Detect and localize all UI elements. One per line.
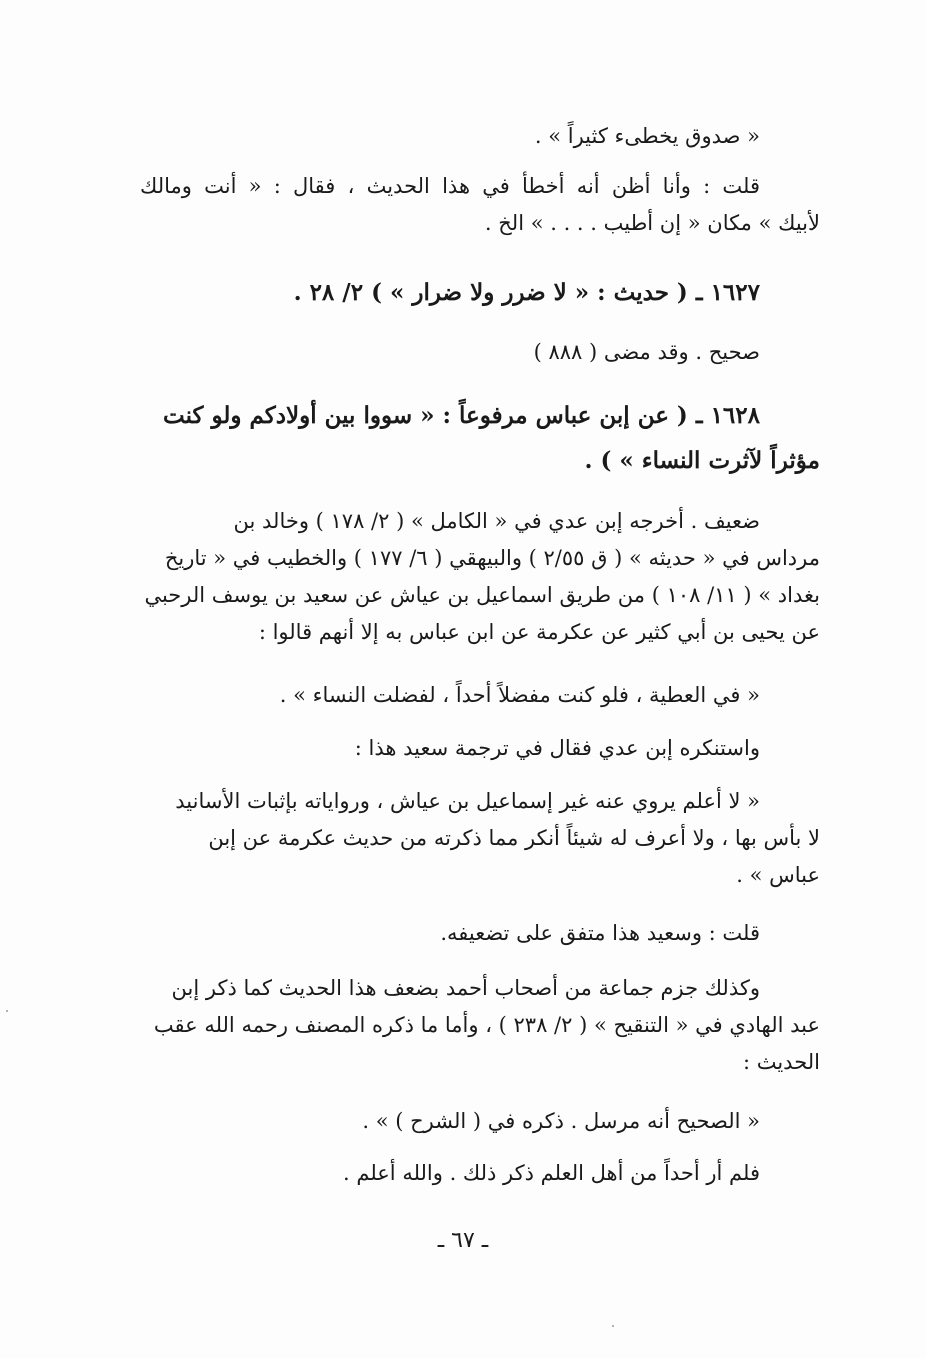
text-line: وكذلك جزم جماعة من أصحاب أحمد بضعف هذا الحديث كما ذكر إبن — [171, 976, 760, 1000]
text-line: بغداد » ( ١١/ ١٠٨ ) من طريق اسماعيل بن عياش عن سعيد بن يوسف الرحبي — [144, 583, 820, 607]
paragraph-quote-atiyya — [140, 677, 820, 714]
hadith-1628-takhrij — [140, 503, 820, 651]
text-line: « صدوق يخطىء كثيراً » . — [534, 124, 760, 148]
text-line: « الصحيح أنه مرسل . ذكره في ( الشرح ) » . — [362, 1109, 760, 1133]
text-line: الحديث : — [742, 1050, 820, 1074]
page-number: ـ ٦٧ ـ — [437, 1228, 489, 1253]
text-line: واستنكره إبن عدي فقال في ترجمة سعيد هذا : — [354, 736, 760, 760]
paragraph-quote-musannif — [140, 1103, 820, 1140]
scan-speck — [6, 1010, 8, 1012]
text-line: ١٦٢٧ ـ ( حديث : « لا ضرر ولا ضرار » ) ٢/ ٢٨ . — [293, 279, 760, 306]
text-line: قلت : وأنا أظن أنه أخطأ في هذا الحديث ، فقال : « أنت ومالك — [140, 174, 760, 198]
hadith-1627-grade — [140, 334, 820, 371]
text-line: ضعيف . أخرجه إبن عدي في « الكامل » ( ٢/ ١٧٨ ) وخالد بن — [233, 509, 760, 533]
paragraph-quote-ibn-adi — [140, 783, 820, 894]
text-line: فلم أر أحداً من أهل العلم ذكر ذلك . والله أعلم . — [343, 1161, 760, 1185]
hadith-1627-heading — [140, 274, 820, 311]
hadith-1628-heading — [140, 397, 820, 479]
text-line: ١٦٢٨ ـ ( عن إبن عباس مرفوعاً : « سووا بين أولادكم ولو كنت — [163, 402, 760, 429]
text-line: « في العطية ، فلو كنت مفضلاً أحداً ، لفضلت النساء » . — [279, 683, 760, 707]
paragraph-quote-saduq — [140, 118, 820, 155]
text-line: مؤثراً لآثرت النساء » ) . — [584, 447, 820, 474]
text-line: « لا أعلم يروي عنه غير إسماعيل بن عياش ، ورواياته بإثبات الأسانيد — [175, 789, 760, 813]
scan-speck — [612, 1325, 614, 1327]
text-line: صحيح . وقد مضى ( ٨٨٨ ) — [533, 340, 760, 364]
paragraph-comment-1 — [140, 168, 820, 242]
text-line: قلت : وسعيد هذا متفق على تضعيفه. — [440, 921, 760, 945]
text-line: لأبيك » مكان « إن أطيب . . . . » الخ . — [484, 211, 820, 235]
text-line: عبد الهادي في « التنقيح » ( ٢/ ٢٣٨ ) ، وأما ما ذكره المصنف رحمه الله عقب — [153, 1013, 820, 1037]
text-line: عباس » . — [736, 863, 820, 887]
text-line: لا بأس بها ، ولا أعرف له شيئاً أنكر مما ذكرته من حديث عكرمة عن إبن — [208, 826, 820, 850]
paragraph-conclusion — [140, 1155, 820, 1192]
text-line: عن يحيى بن أبي كثير عن عكرمة عن ابن عباس به إلا أنهم قالوا : — [258, 620, 820, 644]
paragraph-ibn-adi — [140, 730, 820, 767]
paragraph-comment-2 — [140, 915, 820, 952]
paragraph-jazm — [140, 970, 820, 1081]
text-line: مرداس في « حديثه » ( ق ٢/٥٥ ) والبيهقي ( ٦/ ١٧٧ ) والخطيب في « تاريخ — [164, 546, 820, 570]
